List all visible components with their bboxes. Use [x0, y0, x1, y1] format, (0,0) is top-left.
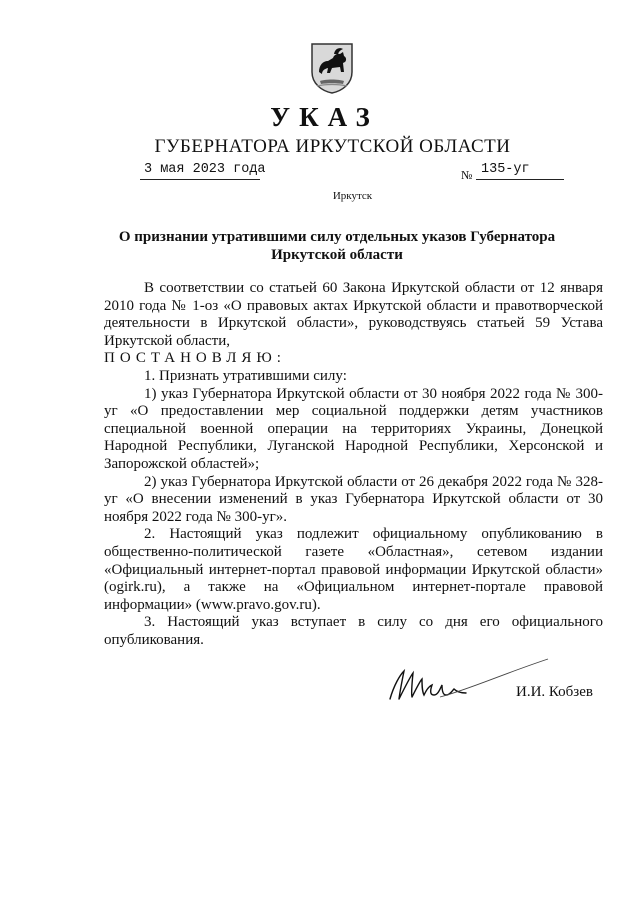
irkutsk-coat-of-arms-icon: [310, 42, 354, 94]
document-subject-line-1: О признании утратившими силу отдельных указов Губернатора: [118, 229, 556, 245]
item-1-1-paragraph: 1) указ Губернатора Иркутской области от 30 ноября 2022 года № 300-уг «О предоставлении мер социальной поддержки детям участников специальной военной операции на территориях Украины, Донецкой Народной Республики, Луганской Народной Республики, Херсонской и Запорожской областей»;: [104, 385, 603, 472]
document-city: Иркутск: [332, 190, 373, 202]
item-3-paragraph: 3. Настоящий указ вступает в силу со дня его официального опубликования.: [104, 614, 603, 648]
item-1-paragraph: 1. Признать утратившими силу:: [144, 367, 347, 384]
date-underline: [140, 179, 260, 180]
number-underline: [476, 179, 564, 180]
postanovlyayu-heading: ПОСТАНОВЛЯЮ:: [104, 350, 286, 367]
preamble-paragraph: В соответствии со статьей 60 Закона Иркутской области от 12 января 2010 года № 1-оз «О правовых актах Иркутской области и правотворческой деятельности в Иркутской области», руководствуясь статьей 59 Устава Иркутской области,: [104, 280, 603, 349]
document-type-title: УКАЗ: [270, 102, 379, 132]
document-date: 3 мая 2023 года: [144, 162, 266, 177]
item-1-2-paragraph: 2) указ Губернатора Иркутской области от 26 декабря 2022 года № 328-уг «О внесении изменений в указ Губернатора Иркутской области от 30 ноября 2022 года № 300-уг».: [104, 473, 603, 525]
number-sign: №: [461, 168, 473, 182]
document-subject-line-2: Иркутской области: [271, 247, 403, 263]
item-2-paragraph: 2. Настоящий указ подлежит официальному опубликованию в общественно-политической газете «Областная», сетевом издании «Официальный интернет-портал правовой информации Иркутской области» (ogirk.ru), а также на «Официальном интернет-портале правовой информации» (www.pravo.gov.ru).: [104, 526, 603, 613]
document-body: [104, 280, 603, 649]
issuer-title: ГУБЕРНАТОРА ИРКУТСКОЙ ОБЛАСТИ: [154, 136, 511, 157]
document-subject: [104, 228, 570, 264]
document-number: 135-уг: [481, 162, 530, 177]
signer-name: И.И. Кобзев: [516, 684, 593, 700]
